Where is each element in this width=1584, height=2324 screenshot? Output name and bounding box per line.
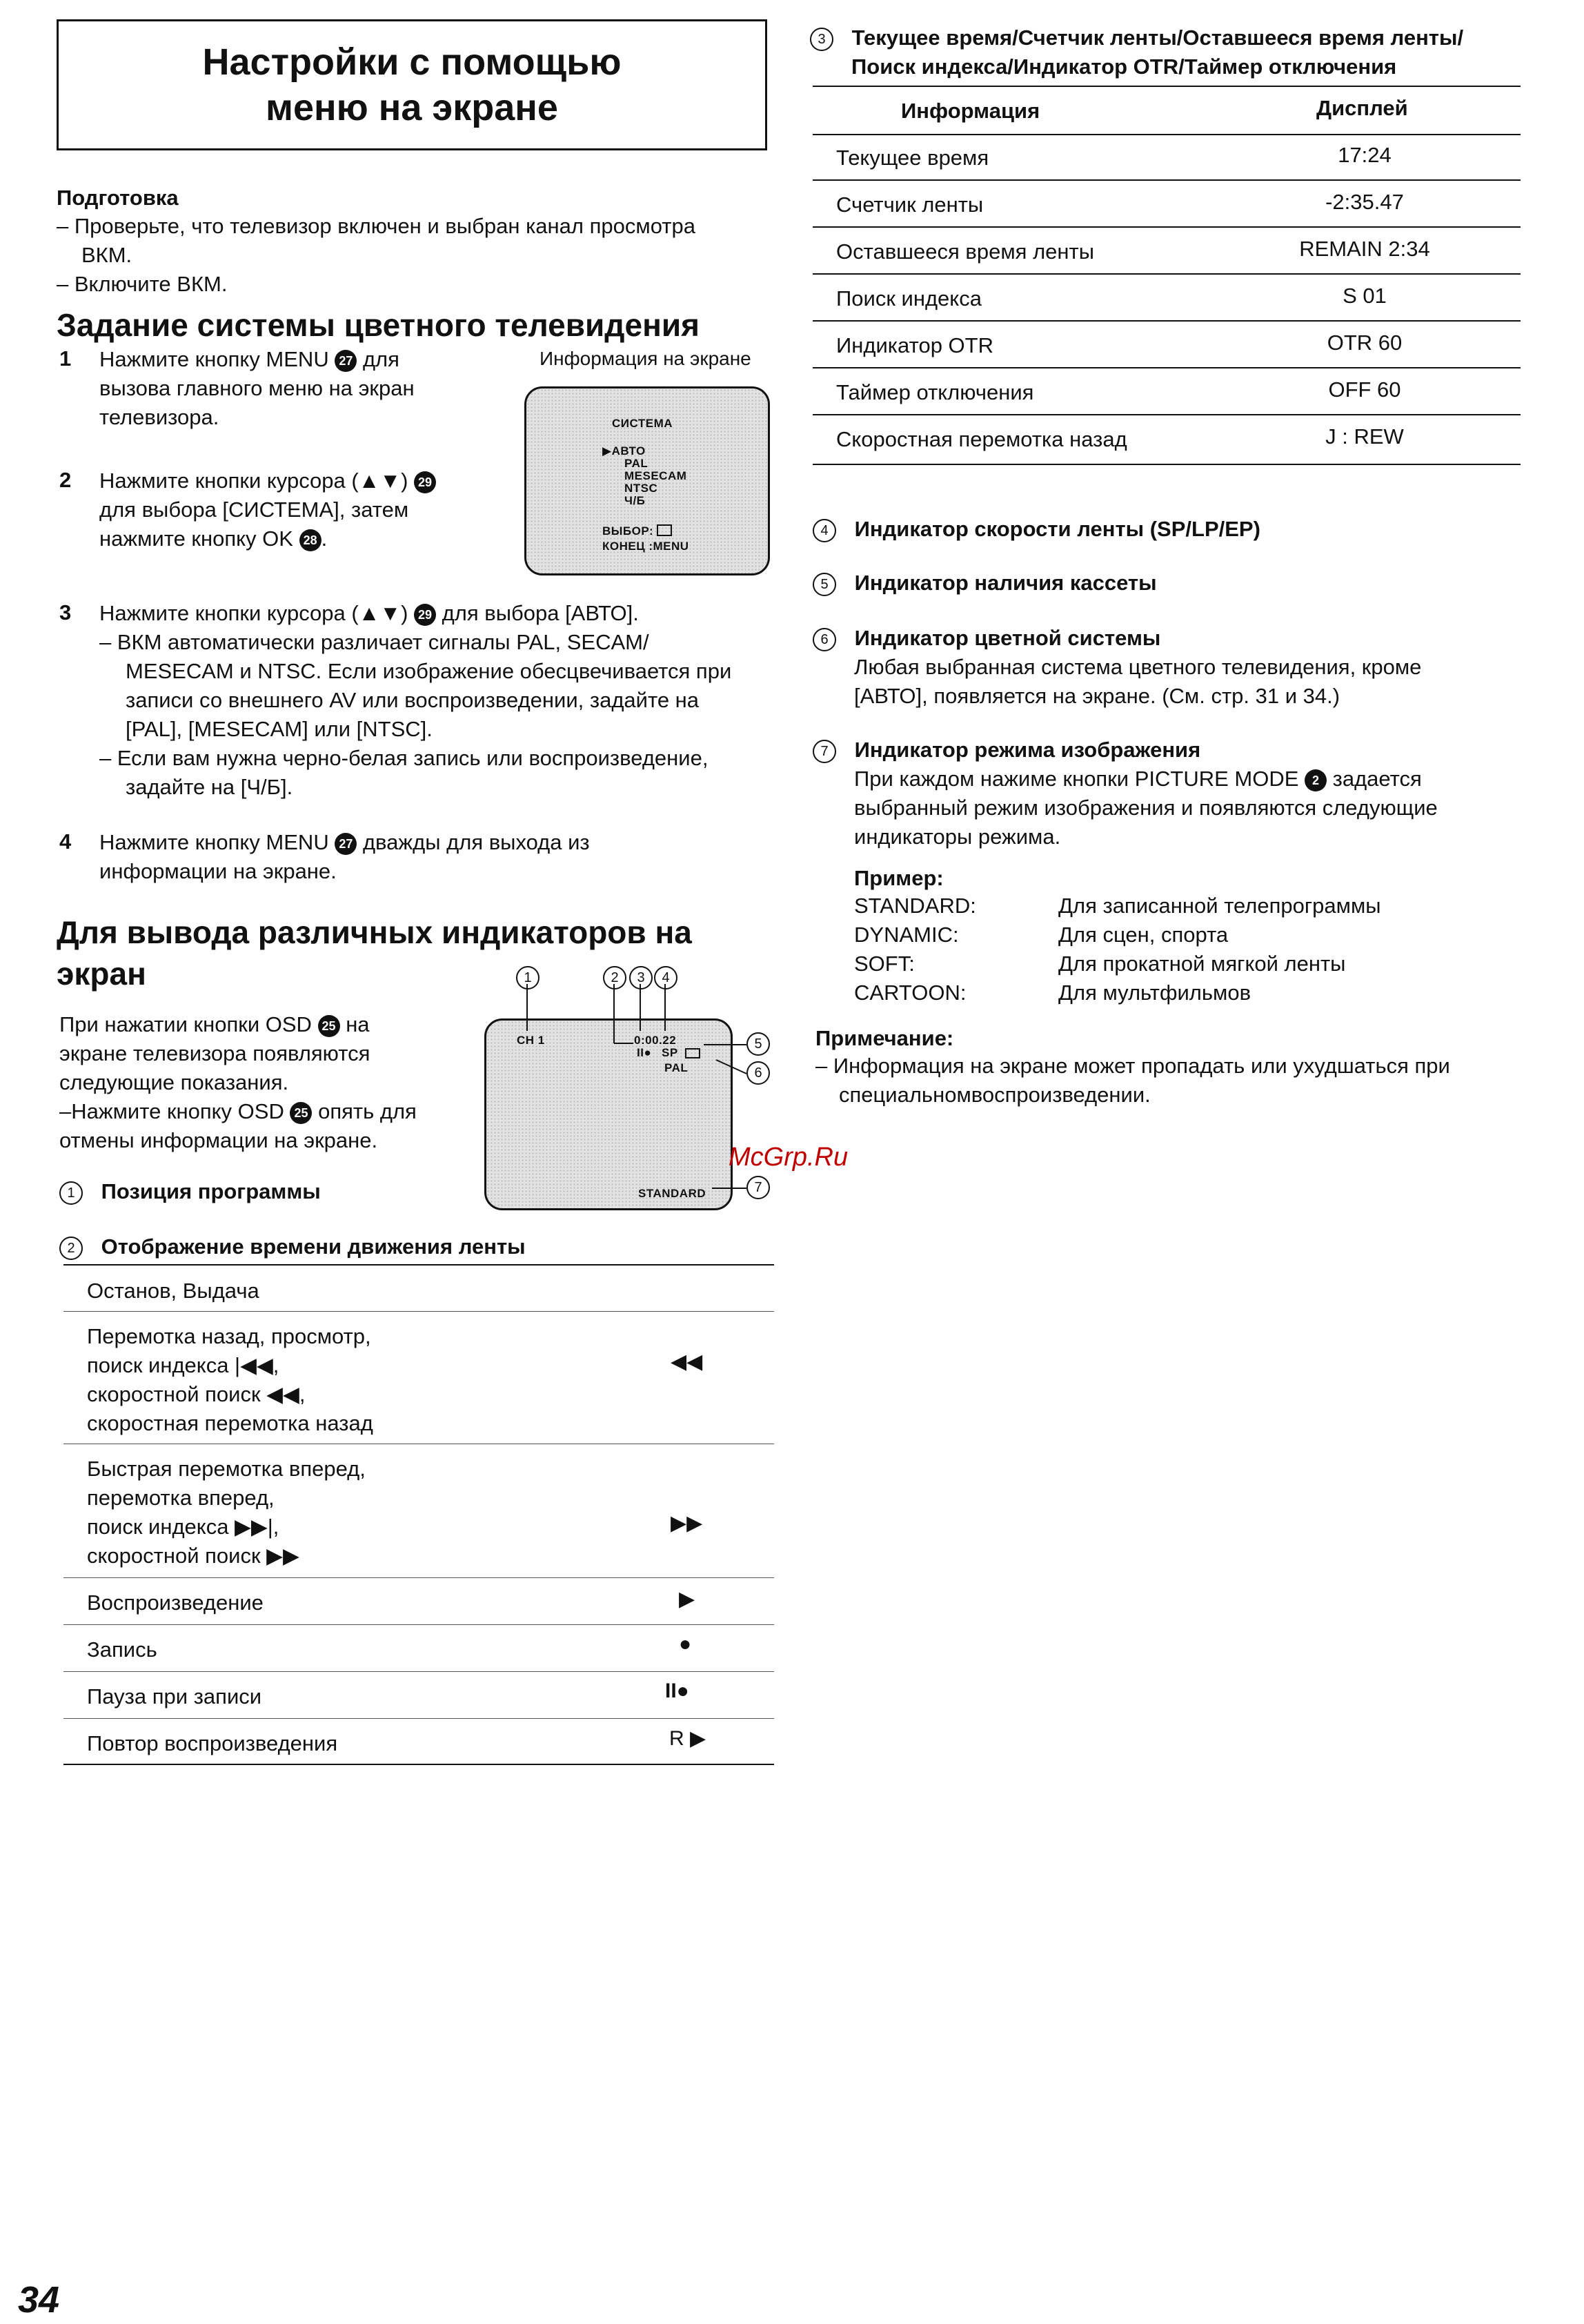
record-icon: ●: [679, 1633, 692, 1655]
info-row-otr: Индикатор OTR: [836, 333, 993, 357]
example-heading: Пример:: [854, 866, 944, 890]
step2-text-c: нажмите кнопку OK: [99, 526, 293, 551]
preparation-item2: – Включите ВКМ.: [57, 272, 228, 296]
example-mode-cartoon: CARTOON:: [854, 981, 967, 1005]
info-row-index-search: Поиск индекса: [836, 286, 982, 311]
menu-screen-title: СИСТЕМА: [612, 417, 673, 430]
step1-line2: вызова главного меню на экран: [99, 376, 415, 400]
menu-option-ntsc: NTSC: [624, 482, 658, 495]
callout-5: 5: [746, 1032, 770, 1056]
tape-row-ff-l3: поиск индекса ▶▶|,: [87, 1515, 279, 1539]
info-row-fast-rewind-display: J : REW: [1325, 424, 1404, 449]
example-desc-soft: Для прокатной мягкой ленты: [1058, 952, 1346, 976]
osd-rec-indicator: II●: [637, 1046, 652, 1059]
info-row-index-search-display: S 01: [1343, 284, 1387, 308]
callout-1: 1: [516, 966, 539, 989]
watermark: McGrp.Ru: [729, 1143, 849, 1172]
info-row-current-time-display: 17:24: [1338, 143, 1392, 167]
step3-line1: [99, 599, 639, 628]
info-table-rule: [813, 273, 1521, 275]
step1-text: Нажмите кнопку MENU: [99, 347, 329, 371]
tape-table-rule: [63, 1577, 774, 1578]
item3-heading-line1: Текущее время/Счетчик ленты/Оставшееся время ленты/: [851, 26, 1464, 50]
info-table-head-display: Дисплей: [1316, 96, 1408, 120]
tape-row-rec-pause: Пауза при записи: [87, 1684, 262, 1708]
repeat-play-icon: R ▶: [669, 1727, 706, 1750]
callout-3: 3: [629, 966, 653, 989]
tape-table-bottom-rule: [63, 1764, 774, 1765]
step3-bullet1-line4: [PAL], [MESECAM] или [NTSC].: [126, 717, 433, 741]
step1-number: 1: [59, 346, 72, 371]
info-table-head-rule: [813, 134, 1521, 135]
example-mode-dynamic: DYNAMIC:: [854, 923, 959, 947]
callout-6: 6: [746, 1061, 770, 1085]
preparation-item1-line1: – Проверьте, что телевизор включен и выбран канал просмотра: [57, 214, 695, 238]
info-table-rule: [813, 367, 1521, 368]
osd-speed: SP: [662, 1046, 678, 1059]
step2-line1: [99, 466, 527, 495]
tape-row-stop: Останов, Выдача: [87, 1279, 259, 1303]
cursor-button-icon: 29: [414, 471, 436, 493]
step3-bullet2-line1: – Если вам нужна черно-белая запись или воспроизведение,: [99, 746, 709, 770]
osd-button-icon: 25: [318, 1015, 340, 1037]
menu-option-pal: PAL: [624, 457, 649, 470]
item7-line1: [854, 765, 1422, 794]
info-table-head-info: Информация: [901, 99, 1040, 123]
item3-heading-line2: Поиск индекса/Индикатор OTR/Таймер отключения: [851, 55, 1397, 79]
picture-mode-button-icon: 2: [1305, 769, 1327, 791]
info-table-rule: [813, 414, 1521, 415]
menu-button-icon: 27: [335, 350, 357, 372]
step3-bullet2-line2: задайте на [Ч/Б].: [126, 775, 293, 799]
tape-row-repeat: Повтор воспроизведения: [87, 1731, 338, 1755]
menu-option-mesecam: MESECAM: [624, 469, 687, 482]
step2-text: Нажмите кнопки курсора (▲▼): [99, 469, 408, 493]
step3-bullet1-line3: записи со внешнего AV или воспроизведении, задайте на: [126, 688, 700, 712]
osd-channel: CH 1: [517, 1034, 545, 1047]
info-row-tape-counter-display: -2:35.47: [1325, 190, 1404, 214]
note-line2: специальномвоспроизведении.: [839, 1083, 1151, 1107]
cursor-button-icon-2: 29: [414, 604, 436, 626]
item2-label: Отображение времени движения ленты: [101, 1234, 526, 1259]
item4-label: Индикатор скорости ленты (SP/LP/EP): [854, 517, 1260, 541]
tape-row-rewind-l2: поиск индекса |◀◀,: [87, 1353, 279, 1377]
info-row-remaining-display: REMAIN 2:34: [1299, 237, 1430, 261]
info-row-current-time: Текущее время: [836, 146, 989, 170]
item2-marker: 2: [59, 1237, 83, 1260]
osd-time: 0:00.22: [634, 1034, 677, 1047]
item6-color-indicator: [813, 624, 1160, 653]
tape-table-top-rule: [63, 1264, 774, 1266]
step4-number: 4: [59, 829, 72, 854]
step3-text: Нажмите кнопки курсора (▲▼): [99, 601, 408, 625]
info-table-rule: [813, 179, 1521, 181]
page-number: 34: [18, 2279, 60, 2321]
menu-option-auto: ▶АВТО: [602, 444, 646, 457]
item1-program-position: [59, 1177, 321, 1206]
step2-line3: [99, 524, 327, 553]
preparation-item1-line2: ВКМ.: [81, 243, 132, 267]
item1-marker: 1: [59, 1181, 83, 1205]
info-table-bottom-rule: [813, 464, 1521, 465]
osd-picture-mode: STANDARD: [638, 1187, 706, 1200]
osd-intro-line1: [59, 1010, 370, 1039]
fast-forward-icon: ▶▶: [671, 1512, 703, 1535]
step4-text-b: дважды для выхода из: [362, 830, 590, 854]
tape-table-rule: [63, 1624, 774, 1625]
step4-text: Нажмите кнопку MENU: [99, 830, 329, 854]
item7-marker: 7: [813, 740, 836, 763]
item6-line1: Любая выбранная система цветного телевидения, кроме: [854, 655, 1422, 679]
item7-text-b: задается: [1332, 767, 1422, 791]
tape-row-ff-l2: перемотка вперед,: [87, 1486, 275, 1510]
osd-intro-text: При нажатии кнопки OSD: [59, 1012, 312, 1036]
step3-number: 3: [59, 600, 72, 624]
page-title: [57, 19, 767, 150]
note-heading: Примечание:: [815, 1026, 954, 1050]
rec-pause-icon: II●: [665, 1680, 689, 1702]
step3-bullet1-line1: – ВКМ автоматически различает сигналы PAL, SECAM/: [99, 630, 649, 654]
info-row-off-timer: Таймер отключения: [836, 380, 1034, 404]
tape-table-rule: [63, 1671, 774, 1672]
tape-row-ff-l4: скоростной поиск ▶▶: [87, 1544, 299, 1568]
tape-row-record: Запись: [87, 1637, 157, 1662]
item6-label: Индикатор цветной системы: [854, 626, 1161, 650]
rewind-icon: ◀◀: [671, 1350, 703, 1373]
step4-line2: информации на экране.: [99, 859, 337, 883]
item7-line2: выбранный режим изображения и появляются следующие: [854, 796, 1438, 820]
osd-intro-line2: экране телевизора появляются: [59, 1041, 370, 1065]
screen-caption: Информация на экране: [539, 348, 751, 369]
menu-screen-end: КОНЕЦ :MENU: [602, 540, 689, 553]
tape-table-rule: [63, 1718, 774, 1719]
tape-row-rewind-l1: Перемотка назад, просмотр,: [87, 1324, 371, 1348]
indicators-heading-line1: Для вывода различных индикаторов на: [57, 914, 692, 950]
step3-bullet1-line2: MESECAM и NTSC. Если изображение обесцвечивается при: [126, 659, 732, 683]
tape-row-rewind-l4: скоростная перемотка назад: [87, 1411, 373, 1435]
osd-intro-line3: следующие показания.: [59, 1070, 289, 1094]
info-table-top-rule: [813, 86, 1521, 87]
play-icon: ▶: [679, 1588, 695, 1611]
item7-line3: индикаторы режима.: [854, 825, 1061, 849]
color-system-heading: Задание системы цветного телевидения: [57, 307, 700, 343]
page-title-line2: меню на экране: [266, 87, 558, 128]
example-mode-soft: SOFT:: [854, 952, 915, 976]
tape-row-rewind-l3: скоростной поиск ◀◀,: [87, 1382, 306, 1406]
item7-text: При каждом нажиме кнопки PICTURE MODE: [854, 767, 1299, 791]
info-row-fast-rewind: Скоростная перемотка назад: [836, 427, 1127, 451]
item5-marker: 5: [813, 573, 836, 596]
info-row-remaining: Оставшееся время ленты: [836, 239, 1095, 264]
item4-marker: 4: [813, 519, 836, 542]
step2-line2: для выбора [СИСТЕМА], затем: [99, 498, 409, 522]
item2-tape-display: [59, 1232, 526, 1261]
callout-7: 7: [746, 1176, 770, 1199]
step2-number: 2: [59, 468, 72, 492]
callout-2: 2: [603, 966, 626, 989]
info-row-tape-counter: Счетчик ленты: [836, 193, 984, 217]
item7-label: Индикатор режима изображения: [854, 738, 1201, 762]
cursor-keys-icon: [657, 524, 672, 536]
page-title-line1: Настройки с помощью: [202, 41, 622, 83]
example-desc-dynamic: Для сцен, спорта: [1058, 923, 1229, 947]
tape-row-ff-l1: Быстрая перемотка вперед,: [87, 1457, 366, 1481]
item3-marker: 3: [810, 28, 833, 51]
osd-button-icon-2: 25: [290, 1102, 312, 1124]
tape-row-play: Воспроизведение: [87, 1591, 264, 1615]
example-mode-standard: STANDARD:: [854, 894, 976, 918]
menu-screen-illustration: [524, 386, 770, 575]
step3-text-b: для выбора [АВТО].: [442, 601, 639, 625]
osd-intro-text-c: –Нажмите кнопку OSD: [59, 1099, 284, 1123]
menu-button-icon-2: 27: [335, 833, 357, 855]
item3-heading: [810, 23, 1463, 52]
callout-4: 4: [654, 966, 677, 989]
step2-text-d: .: [321, 526, 328, 551]
preparation-heading: Подготовка: [57, 186, 179, 210]
item6-line2: [АВТО], появляется на экране. (См. стр. 31 и 34.): [854, 684, 1340, 708]
osd-color-system: PAL: [664, 1061, 689, 1074]
step1-text-b: для: [362, 347, 399, 371]
example-desc-standard: Для записанной телепрограммы: [1058, 894, 1381, 918]
item1-label: Позиция программы: [101, 1179, 321, 1203]
item5-cassette-indicator: [813, 569, 1157, 598]
osd-intro-text-d: опять для: [318, 1099, 417, 1123]
note-line1: – Информация на экране может пропадать или ухудшаться при: [815, 1054, 1450, 1078]
info-row-off-timer-display: OFF 60: [1328, 377, 1401, 402]
item5-label: Индикатор наличия кассеты: [854, 571, 1157, 595]
menu-select-label: ВЫБОР:: [602, 524, 654, 538]
example-desc-cartoon: Для мультфильмов: [1058, 981, 1251, 1005]
step1-line1: [99, 345, 513, 374]
osd-intro-text-b: на: [346, 1012, 370, 1036]
tape-table-rule: [63, 1311, 774, 1312]
osd-intro-line4: [59, 1097, 417, 1126]
item6-marker: 6: [813, 628, 836, 651]
info-table-rule: [813, 320, 1521, 322]
menu-option-bw: Ч/Б: [624, 494, 646, 507]
indicators-heading-line2: экран: [57, 956, 146, 992]
osd-intro-line5: отмены информации на экране.: [59, 1128, 378, 1152]
ok-button-icon: 28: [299, 529, 321, 551]
item4-speed-indicator: [813, 515, 1260, 544]
step1-line3: телевизора.: [99, 405, 219, 429]
info-row-otr-display: OTR 60: [1327, 331, 1403, 355]
item7-picture-mode: [813, 736, 1200, 765]
menu-screen-select: [602, 524, 672, 538]
step4-line1: [99, 828, 590, 857]
info-table-rule: [813, 226, 1521, 228]
